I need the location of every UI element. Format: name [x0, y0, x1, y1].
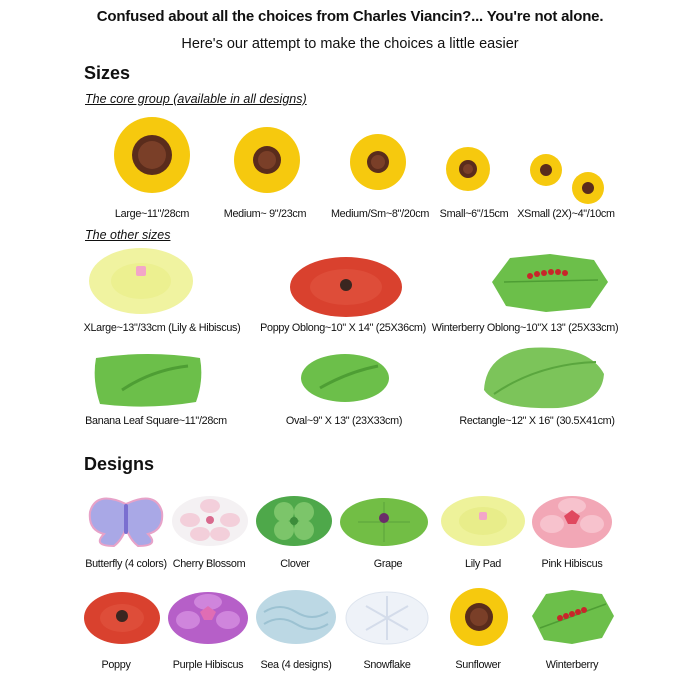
design-caption-grape: Grape [373, 558, 403, 570]
caption-xsmall: XSmall (2X)~4"/10cm [517, 208, 615, 220]
caption-rectangle: Rectangle~12" X 16" (30.5X41cm) [459, 415, 615, 427]
design-caption-sea: Sea (4 designs) [260, 659, 332, 671]
core-group-label: The core group (available in all designs) [85, 92, 307, 106]
caption-large: Large~11"/28cm [114, 208, 190, 220]
caption-banana-leaf-square: Banana Leaf Square~11"/28cm [85, 415, 227, 427]
design-caption-clover: Clover [280, 558, 310, 570]
sizes-heading: Sizes [84, 63, 131, 83]
design-caption-pink-hibiscus: Pink Hibiscus [541, 558, 603, 570]
sunflower-medium-image [213, 125, 321, 195]
other-sizes-label: The other sizes [85, 228, 171, 242]
caption-medium: Medium~ 9"/23cm [223, 208, 307, 220]
design-caption-lily-pad: Lily Pad [464, 558, 502, 570]
sunflower-xsmall-image-2 [562, 168, 618, 208]
caption-small: Small~6"/15cm [439, 208, 509, 220]
pink-hibiscus-image [530, 494, 614, 550]
lily-xlarge-image [86, 246, 196, 316]
design-caption-winterberry: Winterberry [545, 659, 599, 671]
sea-image [254, 588, 338, 646]
winterberry-design-image [528, 588, 616, 646]
winterberry-oblong-image [490, 252, 610, 314]
design-caption-cherry-blossom: Cherry Blossom [172, 558, 246, 570]
sunflower-small-image [428, 145, 508, 193]
design-caption-butterfly: Butterfly (4 colors) [85, 558, 167, 570]
clover-image [254, 494, 334, 548]
cherry-blossom-image [170, 494, 250, 548]
design-caption-sunflower: Sunflower [455, 659, 501, 671]
oval-image [300, 352, 390, 404]
snowflake-image [344, 590, 430, 646]
sunflower-medium-small-image [330, 132, 426, 192]
design-caption-snowflake: Snowflake [363, 659, 411, 671]
caption-oval: Oval~9" X 13" (23X33cm) [285, 415, 403, 427]
caption-winterberry-oblong: Winterberry Oblong~10"X 13" (25X33cm) [431, 322, 619, 334]
caption-xlarge: XLarge~13"/33cm (Lily & Hibiscus) [83, 322, 241, 334]
design-caption-poppy: Poppy [101, 659, 131, 671]
subheadline: Here's our attempt to make the choices a little easier [181, 36, 519, 52]
poppy-oblong-image [288, 254, 404, 320]
caption-medium-small: Medium/Sm~8"/20cm [330, 208, 430, 220]
poppy-image [82, 590, 162, 646]
grape-image [338, 494, 430, 548]
designs-heading: Designs [84, 454, 155, 474]
headline: Confused about all the choices from Charles Viancin?... You're not alone. [96, 8, 604, 25]
design-caption-purple-hibiscus: Purple Hibiscus [172, 659, 244, 671]
lily-pad-image [440, 494, 526, 548]
rectangle-leaf-image [478, 344, 608, 410]
purple-hibiscus-image [166, 590, 250, 646]
sunflower-large-image [90, 115, 214, 195]
banana-leaf-square-image [92, 350, 204, 410]
sunflower-design-image [432, 586, 526, 648]
butterfly-image [86, 494, 166, 548]
caption-poppy-oblong: Poppy Oblong~10" X 14" (25X36cm) [260, 322, 426, 334]
